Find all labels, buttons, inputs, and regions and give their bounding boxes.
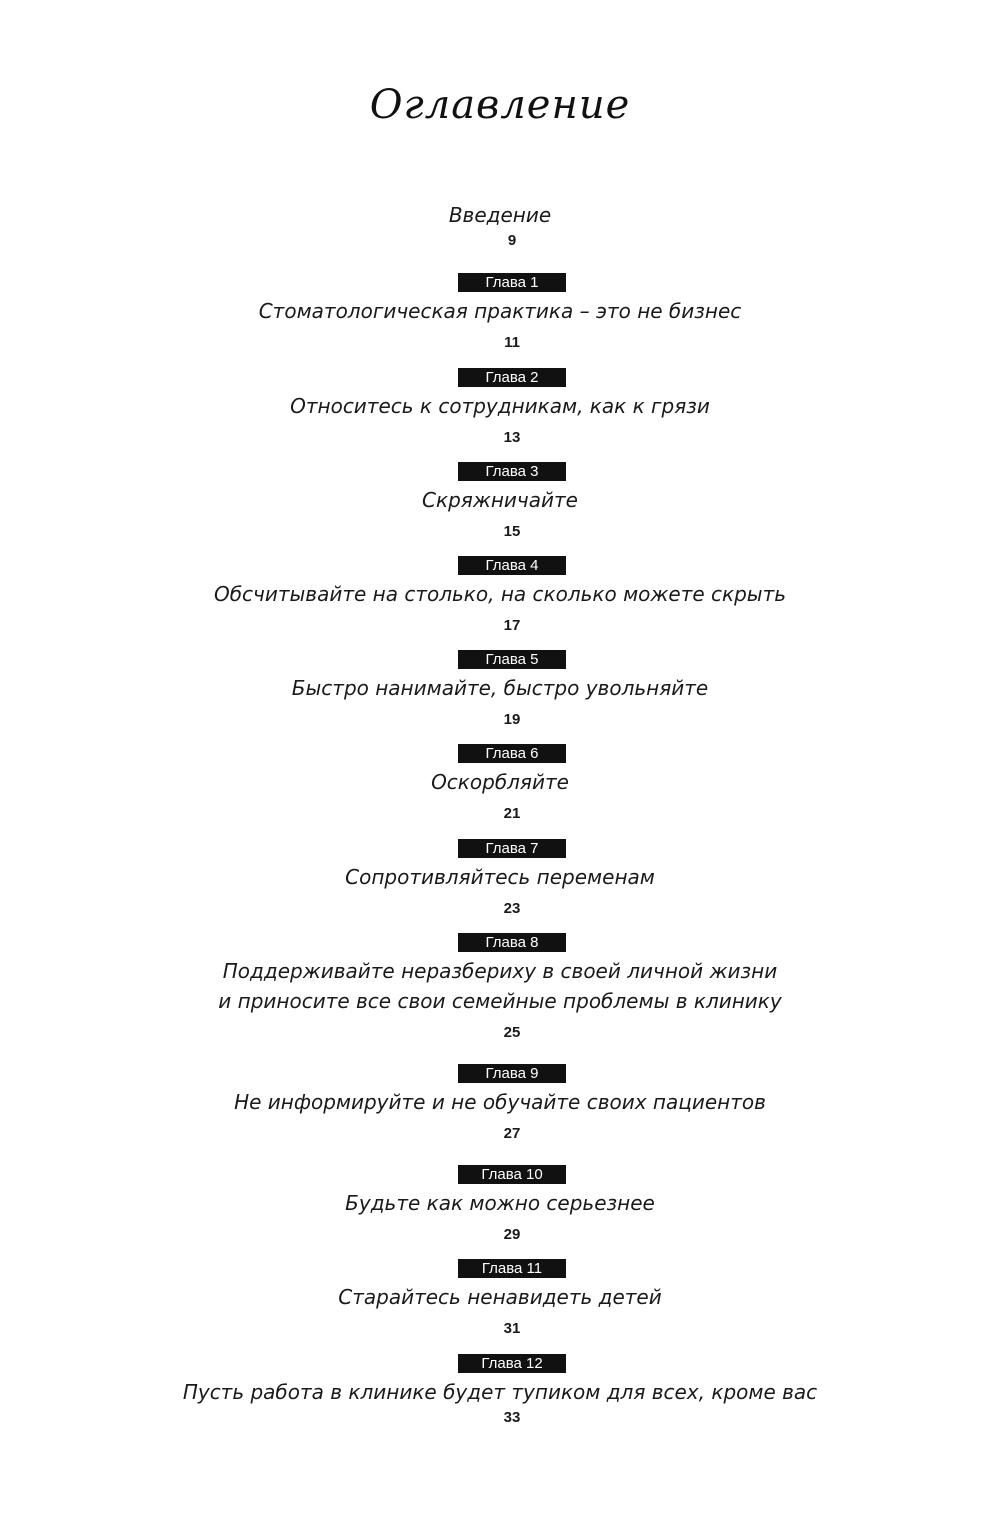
toc-entry-chapter-3 (0, 461, 1000, 540)
entry-heading: Стоматологическая практика – это не бизнес (258, 299, 742, 323)
toc-entry-chapter-12 (0, 1353, 1000, 1426)
chapter-label: Глава 6 (458, 744, 566, 763)
entry-page-number: 33 (503, 1409, 521, 1426)
entry-heading: Не информируйте и не обучайте своих пациентов (234, 1090, 766, 1114)
toc-entry-chapter-11 (0, 1258, 1000, 1337)
chapter-label: Глава 1 (458, 273, 566, 292)
entry-heading: Введение (448, 203, 552, 227)
entry-page-number: 23 (503, 900, 521, 917)
entry-heading: Быстро нанимайте, быстро увольняйте (291, 676, 709, 700)
chapter-label: Глава 10 (458, 1165, 566, 1184)
toc-entry-chapter-6 (0, 743, 1000, 822)
chapter-label: Глава 2 (458, 368, 566, 387)
chapter-label: Глава 3 (458, 462, 566, 481)
entry-heading: Сопротивляйтесь переменам (345, 865, 655, 889)
entry-page-number: 11 (504, 334, 520, 351)
entry-heading: Оскорбляйте (431, 770, 569, 794)
toc-entry-chapter-5 (0, 649, 1000, 728)
toc-entry-chapter-10 (0, 1164, 1000, 1243)
entry-page-number: 21 (503, 805, 521, 822)
toc-entry-intro (0, 200, 1000, 249)
entry-heading: Пусть работа в клинике будет тупиком для всех, кроме вас (182, 1380, 818, 1404)
entry-heading: Скряжничайте (422, 488, 578, 512)
chapter-label: Глава 8 (458, 933, 566, 952)
chapter-label: Глава 12 (458, 1354, 566, 1373)
toc-entry-chapter-2 (0, 367, 1000, 446)
entry-page-number: 31 (503, 1320, 521, 1337)
entry-page-number: 9 (507, 232, 517, 249)
toc-entry-chapter-8 (0, 932, 1000, 1041)
entry-page-number: 19 (503, 711, 521, 728)
entry-page-number: 29 (503, 1226, 521, 1243)
entry-heading: Старайтесь ненавидеть детей (338, 1285, 662, 1309)
entry-heading-line-2: и приносите все свои семейные проблемы в клинику (218, 989, 782, 1013)
entry-heading: Обсчитывайте на столько, на сколько можете скрыть (213, 582, 787, 606)
toc-entry-chapter-1 (0, 272, 1000, 351)
page-title: Оглавление (369, 82, 631, 128)
entry-page-number: 27 (503, 1125, 521, 1142)
entry-page-number: 15 (503, 523, 521, 540)
chapter-label: Глава 7 (458, 839, 566, 858)
entry-heading: Относитесь к сотрудникам, как к грязи (290, 394, 710, 418)
entry-heading: Будьте как можно серьезнее (345, 1191, 655, 1215)
toc-entry-chapter-9 (0, 1063, 1000, 1142)
chapter-label: Глава 5 (458, 650, 566, 669)
entry-page-number: 13 (503, 429, 521, 446)
toc-entry-chapter-4 (0, 555, 1000, 634)
entry-heading-line-1: Поддерживайте неразбериху в своей личной жизни (222, 959, 778, 983)
chapter-label: Глава 4 (458, 556, 566, 575)
chapter-label: Глава 9 (458, 1064, 566, 1083)
chapter-label: Глава 11 (458, 1259, 566, 1278)
entry-page-number: 25 (503, 1024, 521, 1041)
entry-page-number: 17 (503, 617, 521, 634)
toc-entry-chapter-7 (0, 838, 1000, 917)
